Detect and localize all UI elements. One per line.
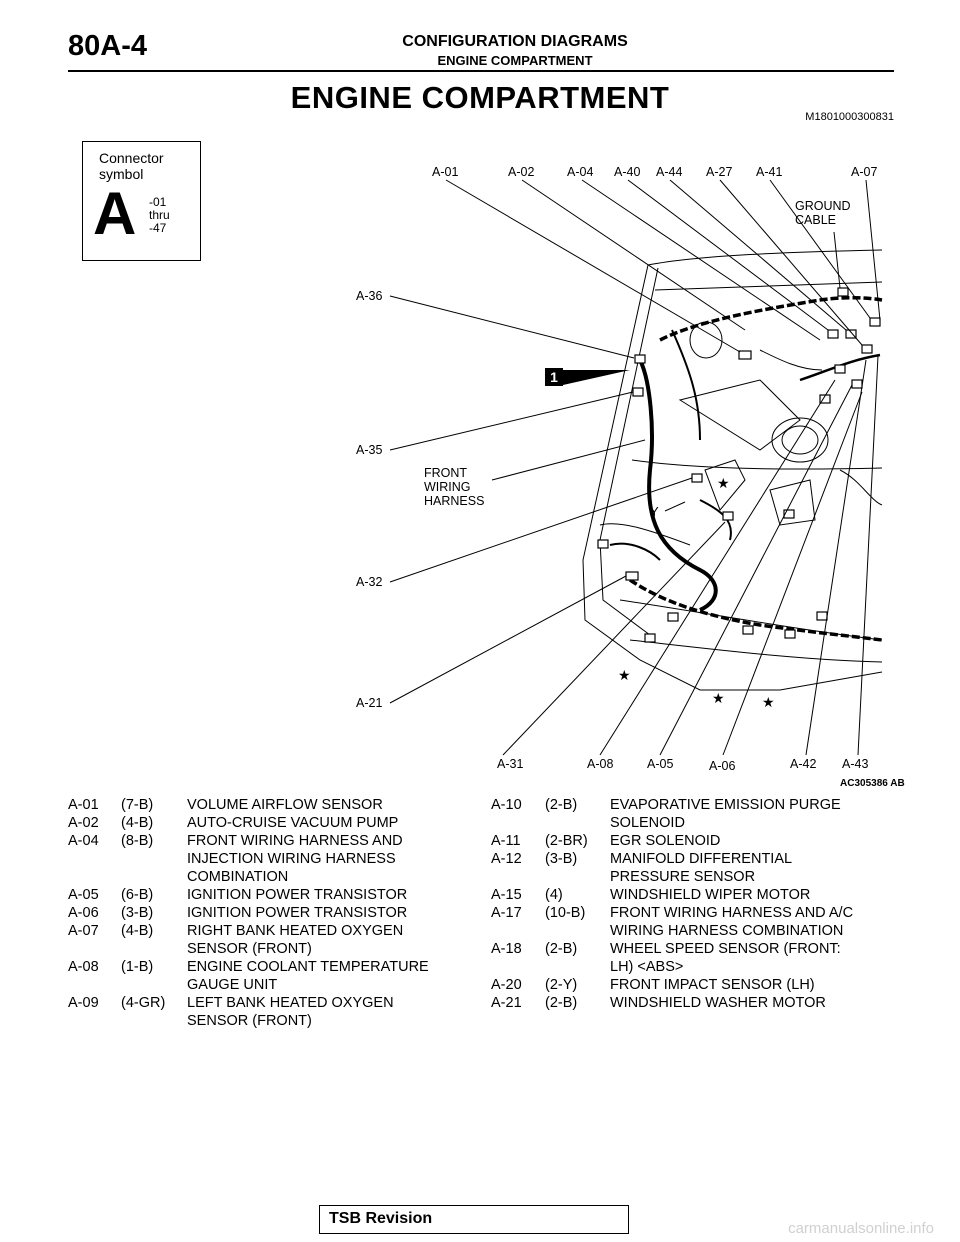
label-a-32: A-32 <box>356 575 383 589</box>
connector-description-line: FRONT WIRING HARNESS AND A/C <box>610 905 854 921</box>
connector-description <box>187 904 468 922</box>
connector-description-line: IGNITION POWER TRANSISTOR <box>187 887 408 903</box>
label-a-31: A-31 <box>497 757 524 771</box>
connector-row <box>68 904 468 922</box>
connector-row <box>491 796 901 832</box>
label-a-06: A-06 <box>709 759 736 773</box>
connector-pins: (3-B) <box>121 905 154 921</box>
star-mark: ★ <box>618 667 631 683</box>
section-title: CONFIGURATION DIAGRAMS <box>402 33 628 50</box>
connector-row <box>68 922 468 958</box>
connector-description-line: LEFT BANK HEATED OXYGEN <box>187 995 394 1011</box>
page-title: ENGINE COMPARTMENT <box>290 80 670 115</box>
connector-description-line: VOLUME AIRFLOW SENSOR <box>187 797 383 813</box>
connector-pins: (4-GR) <box>121 995 166 1011</box>
connector-pins: (2-B) <box>545 797 578 813</box>
connector-code: A-08 <box>68 959 99 975</box>
connector-code: A-05 <box>68 887 99 903</box>
connector-description-line: ENGINE COOLANT TEMPERATURE <box>187 959 429 975</box>
page-number: 80A-4 <box>68 30 147 62</box>
label-a-21: A-21 <box>356 696 383 710</box>
harness-label-line1: FRONT <box>424 466 468 480</box>
connector-description <box>187 958 468 994</box>
label-a-35: A-35 <box>356 443 383 457</box>
connector-description-line: COMBINATION <box>187 869 289 885</box>
connector-pins: (2-Y) <box>545 977 578 993</box>
connector-pins: (10-B) <box>545 905 586 921</box>
connector-range-line3: -47 <box>149 221 167 235</box>
connector-pins: (4-B) <box>121 815 154 831</box>
connector-description <box>187 922 468 958</box>
connector-code: A-15 <box>491 887 522 903</box>
connector-description-line: AUTO-CRUISE VACUUM PUMP <box>187 815 399 831</box>
connector-description-line: FRONT WIRING HARNESS AND <box>187 833 403 849</box>
callout-number: 1 <box>550 369 558 385</box>
connector-code: A-04 <box>68 833 99 849</box>
label-a-44: A-44 <box>656 165 683 179</box>
connector-row <box>68 796 468 814</box>
connector-pins: (7-B) <box>121 797 154 813</box>
label-a-40: A-40 <box>614 165 641 179</box>
connector-pins: (8-B) <box>121 833 154 849</box>
connector-pins: (4-B) <box>121 923 154 939</box>
connector-code: A-12 <box>491 851 522 867</box>
document-id: M1801000300831 <box>805 111 894 123</box>
connector-list-right <box>491 796 901 1012</box>
connector-code: A-18 <box>491 941 522 957</box>
star-mark: ★ <box>762 694 775 710</box>
connector-pins: (3-B) <box>545 851 578 867</box>
connector-description-line: PRESSURE SENSOR <box>610 869 756 885</box>
label-a-43: A-43 <box>842 757 869 771</box>
connector-pins: (1-B) <box>121 959 154 975</box>
connector-row <box>491 886 901 904</box>
connector-description <box>187 796 468 814</box>
connector-row <box>491 904 901 940</box>
connector-description <box>610 940 901 976</box>
ground-cable-line2: CABLE <box>795 213 836 227</box>
label-a-08: A-08 <box>587 757 614 771</box>
connector-row <box>491 940 901 976</box>
label-a-02: A-02 <box>508 165 535 179</box>
harness-label-line2: WIRING <box>424 480 471 494</box>
label-a-05: A-05 <box>647 757 674 771</box>
connector-code: A-11 <box>491 833 521 849</box>
connector-description-line: GAUGE UNIT <box>187 977 278 993</box>
connector-description <box>610 796 901 832</box>
connector-pins: (2-B) <box>545 941 578 957</box>
label-a-42: A-42 <box>790 757 817 771</box>
connector-code: A-10 <box>491 797 522 813</box>
connector-description-line: RIGHT BANK HEATED OXYGEN <box>187 923 404 939</box>
connector-description-line: WINDSHIELD WASHER MOTOR <box>610 995 826 1011</box>
connector-description <box>187 814 468 832</box>
label-a-41: A-41 <box>756 165 783 179</box>
callout-1 <box>545 368 630 386</box>
connector-code: A-20 <box>491 977 522 993</box>
connector-label-line2: symbol <box>99 166 144 182</box>
connector-list-left <box>68 796 468 1030</box>
connector-description-line: INJECTION WIRING HARNESS <box>187 851 396 867</box>
connector-row <box>491 994 901 1012</box>
connector-row <box>68 832 468 886</box>
connector-description-line: WIRING HARNESS COMBINATION <box>610 923 844 939</box>
connector-description <box>610 904 901 940</box>
connector-code: A-06 <box>68 905 99 921</box>
connector-code: A-02 <box>68 815 99 831</box>
connector-description-line: SENSOR (FRONT) <box>187 941 312 957</box>
y-mark: Y <box>650 504 659 519</box>
connector-description <box>187 994 468 1030</box>
ground-cable-line1: GROUND <box>795 199 851 213</box>
tsb-revision-box <box>319 1205 629 1234</box>
connector-description <box>187 832 468 886</box>
connector-description <box>610 832 901 850</box>
bottom-connector-labels <box>497 757 868 773</box>
top-connector-labels <box>432 165 877 227</box>
connector-pins: (4) <box>545 887 563 903</box>
diagram-marks <box>618 475 905 789</box>
connector-row <box>491 976 901 994</box>
connector-blobs <box>598 288 880 642</box>
connector-description-line: WINDSHIELD WIPER MOTOR <box>610 887 811 903</box>
connector-pins: (2-BR) <box>545 833 588 849</box>
connector-pins: (6-B) <box>121 887 154 903</box>
connector-code: A-17 <box>491 905 522 921</box>
connector-description-line: LH) <ABS> <box>610 959 684 975</box>
connector-description <box>187 886 468 904</box>
connector-code: A-21 <box>491 995 522 1011</box>
connector-row <box>491 832 901 850</box>
connector-row <box>68 886 468 904</box>
connector-row <box>68 814 468 832</box>
connector-description-line: WHEEL SPEED SENSOR (FRONT: <box>610 941 841 957</box>
connector-description-line: IGNITION POWER TRANSISTOR <box>187 905 408 921</box>
connector-description-line: SENSOR (FRONT) <box>187 1013 312 1029</box>
connector-description <box>610 994 901 1012</box>
connector-row <box>68 994 468 1030</box>
watermark: carmanualsonline.info <box>788 1220 934 1237</box>
section-subtitle: ENGINE COMPARTMENT <box>437 53 593 68</box>
label-a-01: A-01 <box>432 165 459 179</box>
connector-description <box>610 976 901 994</box>
label-a-07: A-07 <box>851 165 878 179</box>
connector-description-line: MANIFOLD DIFFERENTIAL <box>610 851 793 867</box>
connector-letter: A <box>93 180 137 247</box>
left-connector-labels <box>356 289 484 710</box>
connector-row <box>491 850 901 886</box>
connector-description <box>610 886 901 904</box>
connector-code: A-09 <box>68 995 99 1011</box>
connector-range-line1: -01 <box>149 195 167 209</box>
tsb-revision-label: TSB Revision <box>329 1210 433 1227</box>
connector-description-line: EVAPORATIVE EMISSION PURGE <box>610 797 841 813</box>
connector-description <box>610 850 901 886</box>
figure-code: AC305386 AB <box>840 778 905 789</box>
connector-pins: (2-B) <box>545 995 578 1011</box>
connector-row <box>68 958 468 994</box>
harness-label-line3: HARNESS <box>424 494 485 508</box>
connector-label-line1: Connector <box>99 150 164 166</box>
star-mark: ★ <box>712 690 725 706</box>
connector-description-line: SOLENOID <box>610 815 685 831</box>
connector-description-line: EGR SOLENOID <box>610 833 721 849</box>
label-a-27: A-27 <box>706 165 733 179</box>
star-mark: ★ <box>717 475 730 491</box>
label-a-04: A-04 <box>567 165 594 179</box>
label-a-36: A-36 <box>356 289 383 303</box>
connector-code: A-01 <box>68 797 99 813</box>
connector-description-line: FRONT IMPACT SENSOR (LH) <box>610 977 815 993</box>
connector-code: A-07 <box>68 923 99 939</box>
connector-range-line2: thru <box>149 208 170 222</box>
